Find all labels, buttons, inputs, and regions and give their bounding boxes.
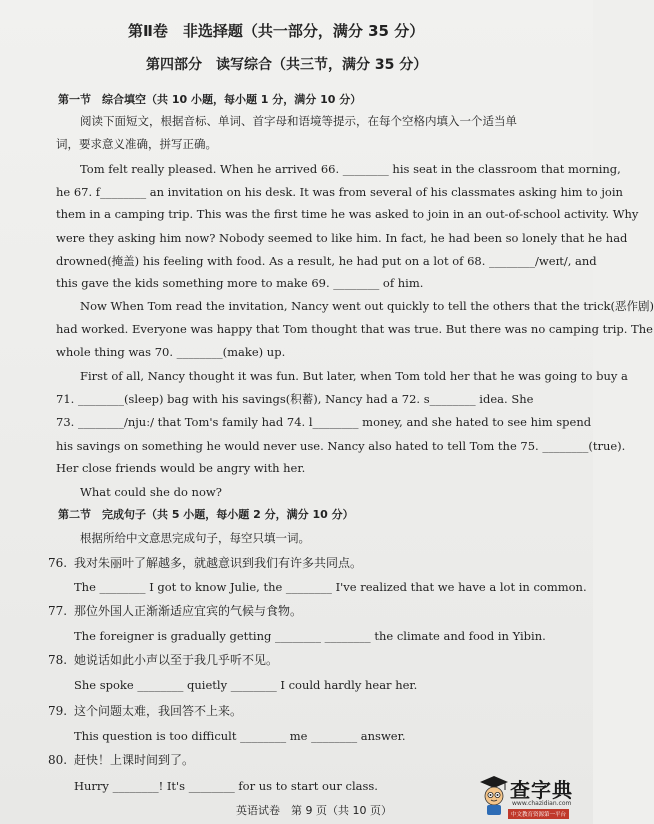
passage-line: Now When Tom read the invitation, Nancy went out quickly to tell the others that the trick(恶作剧) — [80, 299, 654, 313]
part-title: 第四部分 读写综合（共三节，满分 35 分） — [146, 57, 428, 73]
passage-line: 71. ________(sleep) bag with his savings(积蓄), Nancy had a 72. s________ idea. She — [56, 392, 534, 406]
section1-instruction-line2: 词，要求意义准确，拼写正确。 — [56, 137, 217, 151]
logo-url: www.chazidian.com — [512, 800, 572, 807]
section2-heading: 第二节 完成句子（共 5 小题，每小题 2 分，满分 10 分） — [58, 508, 354, 521]
passage-line: Her close friends would be angry with her. — [56, 461, 306, 475]
passage-line: First of all, Nancy thought it was fun. But later, when Tom told her that he was going to buy a — [80, 369, 628, 383]
passage-line: were they asking him now? Nobody seemed to like him. In fact, he had been so lonely that he had — [56, 231, 628, 245]
item-english: The ________ I got to know Julie, the ________ I've realized that we have a lot in common. — [74, 580, 587, 594]
item-chinese: 我对朱丽叶了解越多，就越意识到我们有许多共同点。 — [74, 556, 363, 570]
graduate-mascot-icon — [478, 772, 510, 816]
passage-line: 73. ________/njuː/ that Tom's family had 74. l________ money, and she hated to see him spend — [56, 415, 592, 429]
item-english: The foreigner is gradually getting ________ ________ the climate and food in Yibin. — [74, 629, 546, 643]
item-number: 79. — [48, 704, 68, 718]
passage-line: this gave the kids something more to make 69. ________ of him. — [56, 276, 424, 290]
section2-instruction: 根据所给中文意思完成句子，每空只填一词。 — [80, 531, 310, 545]
passage-line: he 67. f________ an invitation on his desk. It was from several of his classmates asking him to join — [56, 185, 623, 199]
section1-heading: 第一节 综合填空（共 10 小题，每小题 1 分，满分 10 分） — [58, 93, 362, 106]
page-footer: 英语试卷 第 9 页（共 10 页） — [236, 804, 392, 817]
item-number: 78. — [48, 653, 68, 667]
logo-tagline: 中文教育资源第一平台 — [508, 809, 569, 819]
item-number: 77. — [48, 604, 68, 618]
item-number: 76. — [48, 556, 68, 570]
passage-line: drowned(掩盖) his feeling with food. As a result, he had put on a lot of 68. ________/weɪt/, and — [56, 254, 597, 268]
item-chinese: 赶快！上课时间到了。 — [74, 753, 195, 767]
passage-line: them in a camping trip. This was the first time he was asked to join in an out-of-school activity. Why — [56, 207, 639, 221]
item-english: This question is too difficult ________ me ________ answer. — [74, 729, 406, 743]
item-chinese: 她说话如此小声以至于我几乎听不见。 — [74, 653, 279, 667]
passage-line: had worked. Everyone was happy that Tom thought that was true. But there was no camping trip. The — [56, 322, 653, 336]
item-english: She spoke ________ quietly ________ I could hardly hear her. — [74, 678, 418, 692]
paper-title: 第Ⅱ卷 非选择题（共一部分，满分 35 分） — [128, 22, 425, 40]
passage-line: What could she do now? — [80, 485, 222, 499]
logo-brand: 查字典 — [510, 778, 573, 802]
item-chinese: 这个问题太难，我回答不上来。 — [74, 704, 243, 718]
section1-instruction-line1: 阅读下面短文，根据音标、单词、首字母和语境等提示，在每个空格内填入一个适当单 — [80, 114, 517, 128]
item-number: 80. — [48, 753, 68, 767]
chazidian-logo — [478, 772, 590, 822]
item-chinese: 那位外国人正渐渐适应宜宾的气候与食物。 — [74, 604, 303, 618]
item-english: Hurry ________! It's ________ for us to start our class. — [74, 779, 378, 793]
passage-line: whole thing was 70. ________(make) up. — [56, 345, 286, 359]
passage-line: his savings on something he would never use. Nancy also hated to tell Tom the 75. ________(true). — [56, 439, 626, 453]
passage-line: Tom felt really pleased. When he arrived 66. ________ his seat in the classroom that morning, — [80, 162, 621, 176]
